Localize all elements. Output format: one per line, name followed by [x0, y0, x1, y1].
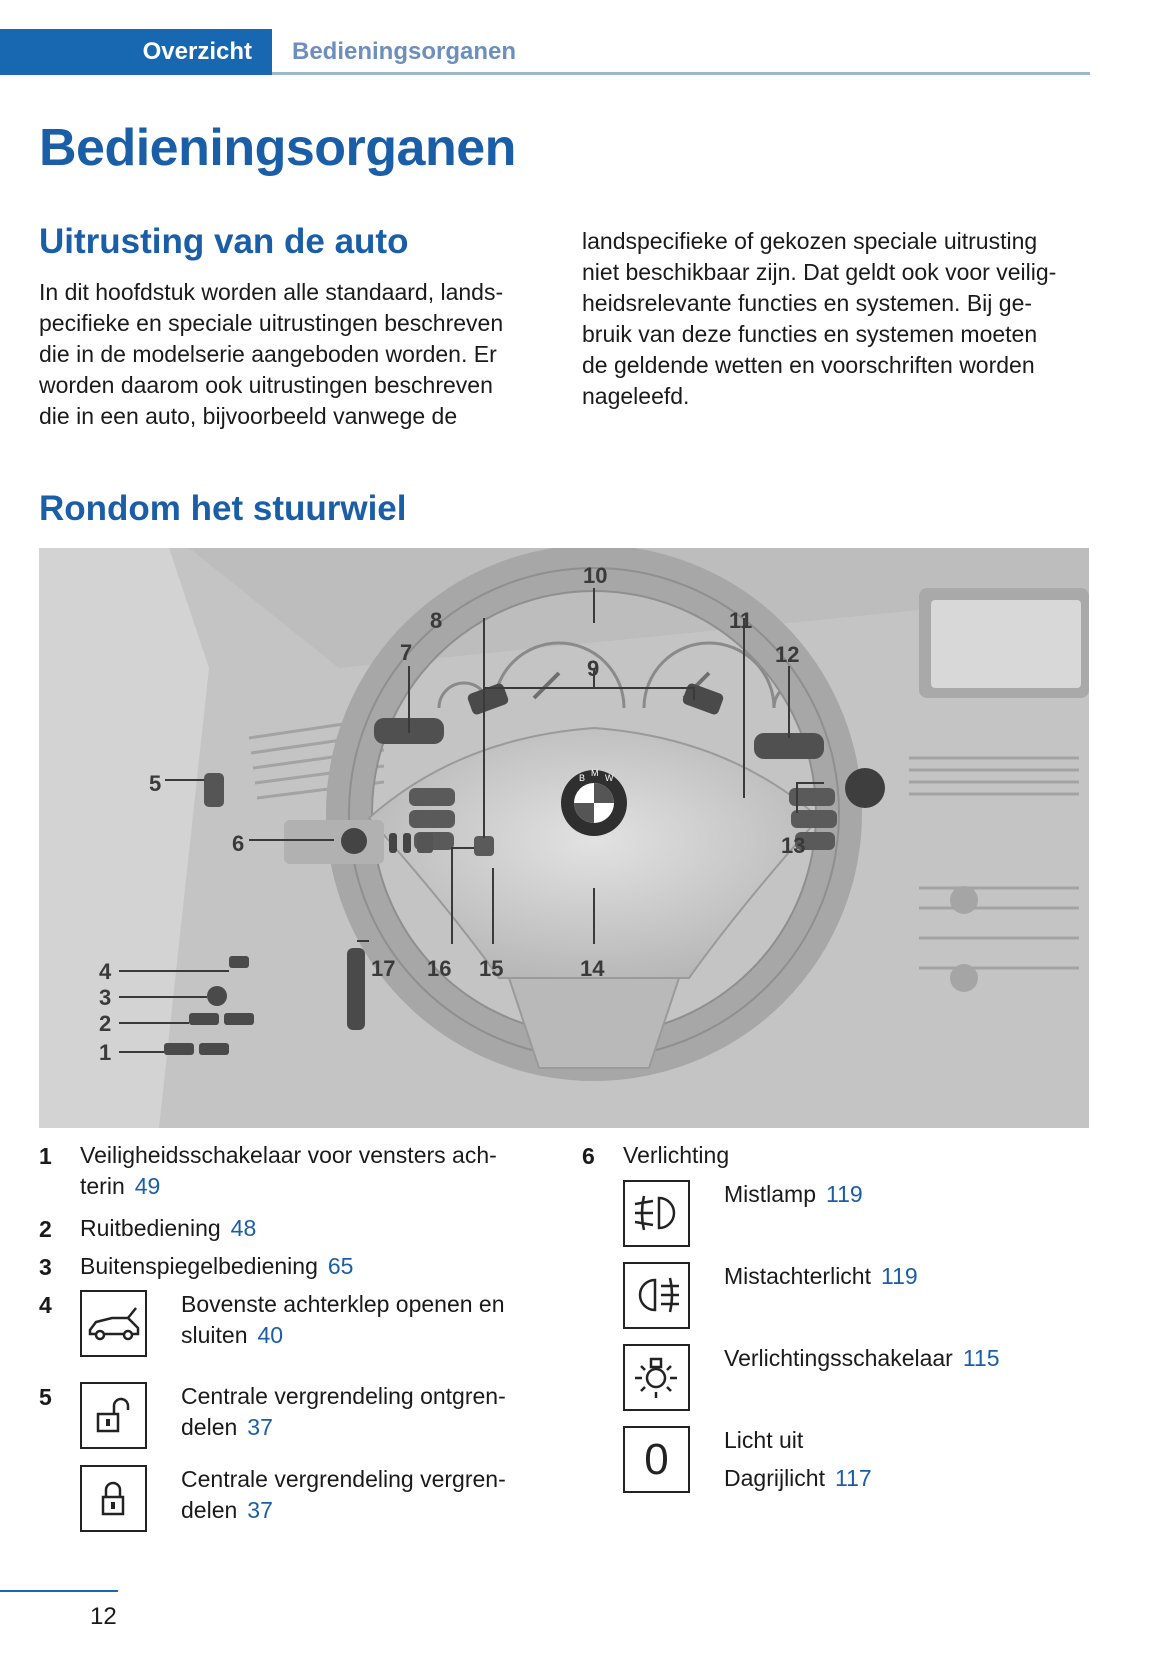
- legend-number: 2: [39, 1216, 52, 1242]
- page-reference-link[interactable]: 49: [134, 1173, 161, 1199]
- header-divider: [272, 72, 1090, 75]
- page-reference-link[interactable]: 65: [327, 1253, 354, 1279]
- text-line: pecifieke en speciale uitrustingen beschreven: [39, 310, 504, 336]
- page-reference-link[interactable]: 117: [834, 1465, 872, 1491]
- legend-item-tailgate: [181, 1289, 541, 1351]
- page-number: 12: [90, 1603, 117, 1630]
- legend-label: Bovenste achterklep openen en: [181, 1291, 505, 1317]
- callout-7: 7: [400, 640, 413, 665]
- text-line: bruik van deze functies en systemen moeten: [582, 321, 1038, 347]
- text-line: In dit hoofdstuk worden alle standaard, lands-: [39, 279, 504, 305]
- zero-icon-label: 0: [644, 1435, 669, 1484]
- text-line: die in een auto, bijvoorbeeld vanwege de: [39, 403, 458, 429]
- text-line: die in de modelserie aangeboden worden. Er: [39, 341, 497, 367]
- page-reference-link[interactable]: 37: [247, 1497, 273, 1523]
- legend-number: 3: [39, 1254, 52, 1280]
- tailgate-icon: [80, 1290, 147, 1357]
- steering-wheel-figure: [39, 548, 1089, 1128]
- legend-label: delen: [181, 1497, 238, 1523]
- logo-letter: B: [579, 773, 586, 783]
- legend-item-mirror-control: [80, 1251, 353, 1282]
- page-title: Bedieningsorganen: [39, 119, 516, 177]
- front-fog-light-icon: [623, 1180, 690, 1247]
- page-reference-link[interactable]: 37: [247, 1414, 273, 1440]
- callout-16: 16: [427, 956, 452, 981]
- callout-11: 11: [729, 608, 753, 633]
- callout-2: 2: [99, 1011, 112, 1036]
- legend-label: Buitenspiegelbediening: [80, 1253, 318, 1279]
- text-line: niet beschikbaar zijn. Dat geldt ook voor veilig-: [582, 259, 1057, 285]
- page-reference-link[interactable]: 40: [257, 1322, 284, 1348]
- callout-1: 1: [99, 1040, 112, 1065]
- legend-item-light-switch: [724, 1343, 1000, 1374]
- page-reference-link[interactable]: 48: [230, 1215, 257, 1241]
- callout-6: 6: [232, 831, 245, 856]
- legend-item-rear-fog-light: [724, 1261, 918, 1292]
- logo-letter: W: [605, 773, 614, 783]
- callout-4: 4: [99, 959, 112, 984]
- legend-label: sluiten: [181, 1322, 248, 1348]
- page-reference-link[interactable]: 119: [880, 1263, 918, 1289]
- legend-item-lock: [181, 1464, 541, 1526]
- callout-9: 9: [587, 656, 600, 681]
- text-line: nageleefd.: [582, 383, 690, 409]
- light-switch-icon: [623, 1344, 690, 1411]
- callout-3: 3: [99, 985, 112, 1010]
- section1-column-left: [39, 277, 539, 432]
- legend-number: 5: [39, 1384, 52, 1410]
- callout-10: 10: [583, 563, 608, 588]
- callout-13: 13: [781, 833, 806, 858]
- legend-label: Licht uit: [724, 1427, 804, 1453]
- legend-label: Verlichtingsschakelaar: [724, 1345, 953, 1371]
- legend-number: 1: [39, 1143, 52, 1169]
- legend-label: Mistlamp: [724, 1181, 817, 1207]
- callout-14: 14: [580, 956, 605, 981]
- rear-fog-light-icon: [623, 1262, 690, 1329]
- legend-number: 4: [39, 1292, 52, 1318]
- footer-divider: [0, 1590, 118, 1592]
- legend-label: Centrale vergrendeling vergren-: [181, 1466, 506, 1492]
- unlock-icon: [80, 1382, 147, 1449]
- tab-overzicht[interactable]: Overzicht: [0, 29, 272, 75]
- callout-17: 17: [371, 956, 396, 981]
- callout-12: 12: [775, 642, 800, 667]
- legend-label: Centrale vergrendeling ontgren-: [181, 1383, 506, 1409]
- text-line: landspecifieke of gekozen speciale uitrusting: [582, 228, 1038, 254]
- legend-label: Veiligheidsschakelaar voor vensters ach-: [80, 1142, 497, 1168]
- text-line: worden daarom ook uitrustingen beschreven: [39, 372, 493, 398]
- legend-item-window-control: [80, 1213, 256, 1244]
- legend-number: 6: [582, 1143, 595, 1169]
- callout-15: 15: [479, 956, 504, 981]
- steering-wheel-illustration: [39, 548, 1089, 1128]
- text-line: heidsrelevante functies en systemen. Bij ge-: [582, 290, 1033, 316]
- callout-8: 8: [430, 608, 443, 633]
- legend-label: Dagrijlicht: [724, 1465, 825, 1491]
- page-reference-link[interactable]: 119: [826, 1181, 863, 1207]
- lock-icon: [80, 1465, 147, 1532]
- section-heading-uitrusting: Uitrusting van de auto: [39, 222, 409, 261]
- logo-letter: M: [591, 768, 599, 778]
- text-line: de geldende wetten en voorschriften worden: [582, 352, 1035, 378]
- callout-5: 5: [149, 771, 162, 796]
- zero-icon: [623, 1426, 690, 1493]
- section-heading-stuurwiel: Rondom het stuurwiel: [39, 489, 407, 528]
- legend-label: Ruitbediening: [80, 1215, 221, 1241]
- legend-label: delen: [181, 1414, 238, 1440]
- legend-lighting-label: Verlichting: [623, 1142, 730, 1168]
- legend-label: terin: [80, 1173, 125, 1199]
- page-reference-link[interactable]: 115: [962, 1345, 1000, 1371]
- section1-column-right: [582, 226, 1092, 412]
- legend-label: Mistachterlicht: [724, 1263, 871, 1289]
- legend-item-unlock: [181, 1381, 541, 1443]
- legend-item-window-safety: [80, 1140, 540, 1202]
- legend-item-lights-off: [724, 1425, 872, 1494]
- tab-bedieningsorganen[interactable]: Bedieningsorganen: [292, 38, 517, 65]
- legend-item-fog-light: [724, 1179, 863, 1210]
